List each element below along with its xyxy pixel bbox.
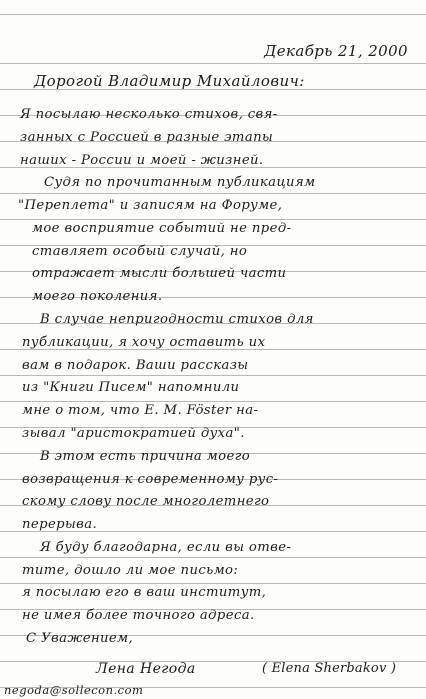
letter-line: не имея более точного адреса. [22,608,255,623]
letter-line: моего поколения. [32,289,163,304]
letter-line: публикации, я хочу оставить их [22,335,266,350]
letter-line: Судя по прочитанным публикациям [44,175,316,190]
letter-line: скому слову после многолетнего [22,494,270,509]
letter-line: из "Книги Писем" напомнили [22,380,240,395]
letter-line: перерыва. [22,517,98,532]
signature: Лена Негода [96,661,196,677]
letter-line: Я буду благодарна, если вы отве- [40,540,292,555]
letter-line: возвращения к современному рус- [22,472,279,487]
letter-line: В случае непригодности стихов для [40,312,314,327]
letter-line: "Переплета" и записям на Форуме, [18,198,283,213]
signature-latin: ( Elena Sherbakov ) [262,661,397,676]
letter-line: я посылаю его в ваш институт, [22,585,267,600]
letter-line: В этом есть причина моего [40,449,251,464]
letter-greeting: Дорогой Владимир Михайлович: [34,72,305,90]
letter-line: тите, дошло ли мое письмо: [22,563,239,578]
letter-line: С Уважением, [26,631,134,646]
letter-line: занных с Россией в разные этапы [20,130,274,145]
letter-line: наших - России и моей - жизней. [20,153,264,168]
email-address: negoda@sollecon.com [4,683,144,697]
letter-line: отражает мысли большей части [32,266,287,281]
letter-line: вам в подарок. Ваши рассказы [22,358,249,373]
letter-date: Декабрь 21, 2000 [264,42,408,60]
letter-line: ставляет особый случай, но [32,244,248,259]
letter-line: мне о том, что E. M. Föster на- [22,403,259,418]
letter-line: зывал "аристократией духа". [22,426,245,441]
letter-line: Я посылаю несколько стихов, свя- [20,107,278,122]
letter-line: мое восприятие событий не пред- [32,221,292,236]
